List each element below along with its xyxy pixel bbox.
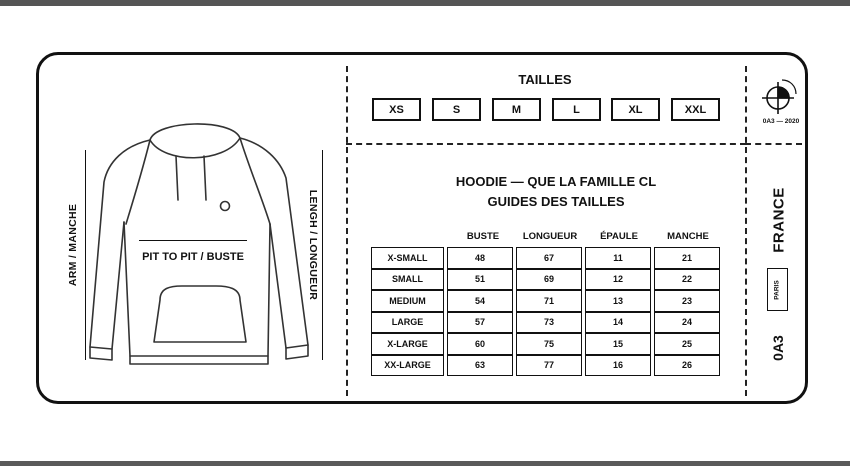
- table-row: [371, 355, 720, 377]
- size-table: [371, 247, 720, 376]
- table-row: [371, 312, 720, 334]
- cell-longueur: 75: [516, 333, 582, 355]
- cell-buste: 54: [447, 290, 513, 312]
- col-head-buste: BUSTE: [466, 231, 500, 242]
- tailles-title: TAILLES: [518, 72, 572, 87]
- size-xxl: XXL: [671, 98, 720, 121]
- cell-epaule: 13: [585, 290, 651, 312]
- size-s: S: [432, 98, 481, 121]
- cell-longueur: 77: [516, 355, 582, 377]
- col-head-manche: MANCHE: [667, 231, 709, 242]
- guide-heading-line2: GUIDES DES TAILLES: [487, 194, 625, 209]
- row-label: X-LARGE: [371, 333, 444, 355]
- pit-measure-line: [139, 240, 247, 241]
- city-label: PARIS: [773, 280, 781, 300]
- bottom-bar: [0, 461, 850, 466]
- cell-manche: 21: [654, 247, 720, 269]
- length-label: LENGH / LONGUEUR: [307, 189, 319, 301]
- arm-measure-line: [85, 150, 86, 360]
- divider-middle: [346, 143, 746, 145]
- cell-buste: 63: [447, 355, 513, 377]
- table-row: [371, 333, 720, 355]
- guide-heading-line1: HOODIE — QUE LA FAMILLE CL: [455, 174, 657, 189]
- cell-buste: 48: [447, 247, 513, 269]
- row-label: XX-LARGE: [371, 355, 444, 377]
- cell-longueur: 67: [516, 247, 582, 269]
- cell-manche: 26: [654, 355, 720, 377]
- crosshair-logo-icon: [762, 76, 800, 114]
- cell-buste: 57: [447, 312, 513, 334]
- row-label: MEDIUM: [371, 290, 444, 312]
- top-bar: [0, 0, 850, 6]
- cell-epaule: 12: [585, 269, 651, 291]
- col-head-epaule: ÉPAULE: [600, 231, 638, 242]
- cell-manche: 24: [654, 312, 720, 334]
- divider-left: [346, 66, 348, 396]
- hoodie-illustration-icon: [64, 112, 334, 372]
- row-label: SMALL: [371, 269, 444, 291]
- size-l: L: [552, 98, 601, 121]
- cell-buste: 51: [447, 269, 513, 291]
- row-label: LARGE: [371, 312, 444, 334]
- cell-buste: 60: [447, 333, 513, 355]
- table-row: [371, 269, 720, 291]
- logo-text: 0A3 — 2020: [762, 118, 800, 125]
- size-m: M: [492, 98, 541, 121]
- size-xs: XS: [372, 98, 421, 121]
- size-xl: XL: [611, 98, 660, 121]
- cell-longueur: 71: [516, 290, 582, 312]
- cell-epaule: 15: [585, 333, 651, 355]
- country-label: FRANCE: [770, 187, 788, 253]
- cell-longueur: 69: [516, 269, 582, 291]
- cell-manche: 25: [654, 333, 720, 355]
- divider-side-top: [745, 143, 802, 145]
- divider-right: [745, 66, 747, 396]
- cell-longueur: 73: [516, 312, 582, 334]
- pit-to-pit-label: PIT TO PIT / BUSTE: [142, 251, 244, 263]
- table-row: [371, 247, 720, 269]
- cell-epaule: 11: [585, 247, 651, 269]
- row-label: X-SMALL: [371, 247, 444, 269]
- cell-epaule: 14: [585, 312, 651, 334]
- length-measure-line: [322, 150, 323, 360]
- cell-manche: 22: [654, 269, 720, 291]
- arm-label: ARM / MANCHE: [67, 203, 79, 287]
- col-head-longueur: LONGUEUR: [522, 231, 578, 242]
- table-row: [371, 290, 720, 312]
- cell-epaule: 16: [585, 355, 651, 377]
- cell-manche: 23: [654, 290, 720, 312]
- brand-mark: 0A3: [770, 335, 786, 361]
